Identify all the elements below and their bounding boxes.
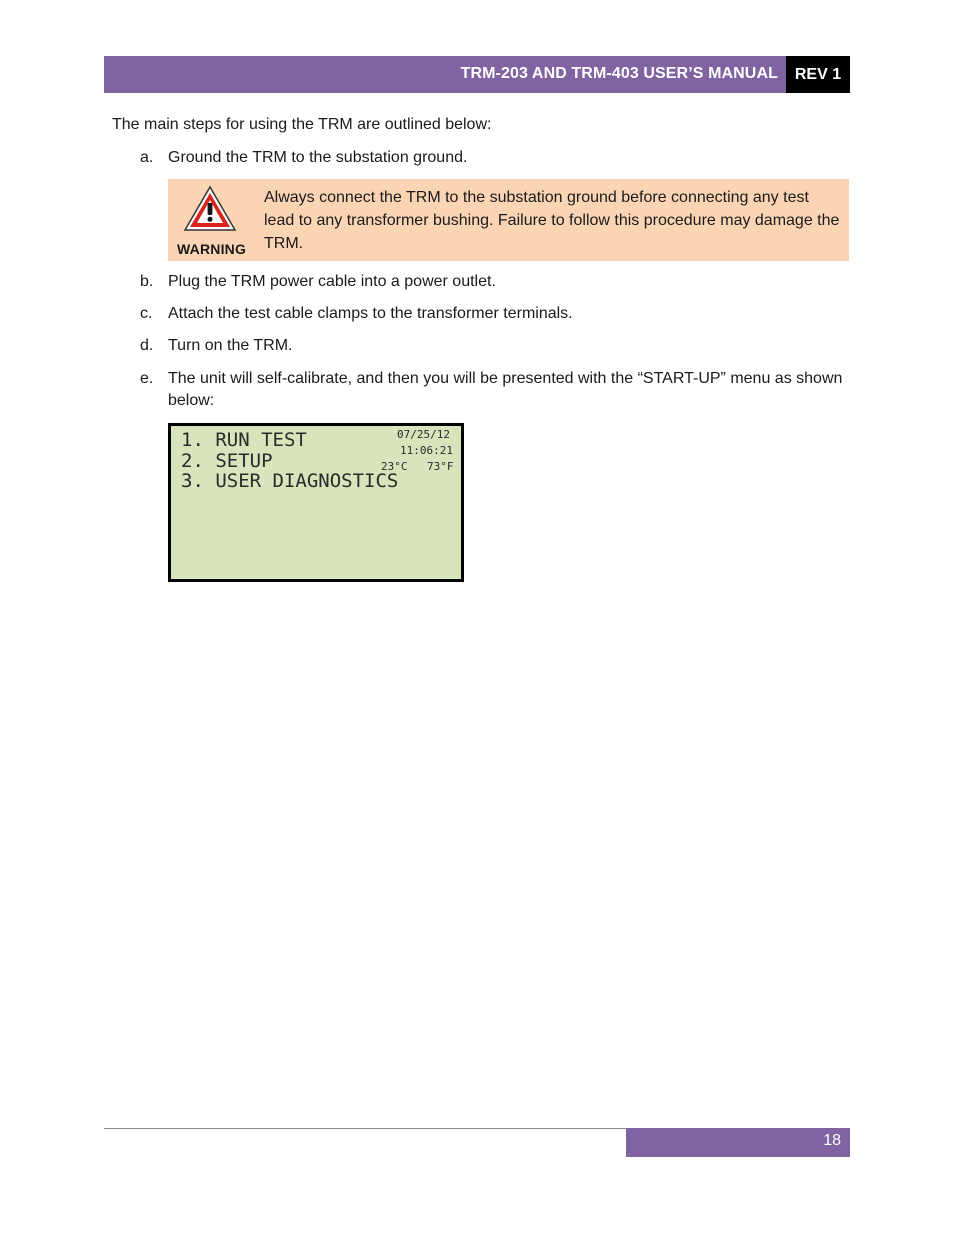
lcd-date: 07/25/12 [397,428,450,441]
warning-triangle-icon [183,185,237,233]
step-marker: b. [140,273,154,290]
lcd-time: 11:06:21 [400,444,453,457]
intro-text: The main steps for using the TRM are outlined below: [112,116,492,133]
lcd-menu-item-user-diagnostics: 3. USER DIAGNOSTICS [181,470,399,492]
warning-text: Always connect the TRM to the substation ground before connecting any test lead to any transformer bushing. Failure to follow this procedure may damage the TRM. [264,189,840,252]
lcd-temp-f: 73°F [427,460,454,473]
lcd-temp-c: 23°C [381,460,408,473]
step-marker: a. [140,149,154,166]
lcd-menu [181,430,398,492]
step-text: Ground the TRM to the substation ground. [168,149,468,166]
step-marker: c. [140,305,153,322]
step-marker: d. [140,337,154,354]
revision-badge: REV 1 [786,56,850,93]
page-number: 18 [823,1132,841,1149]
manual-title: TRM-203 AND TRM-403 USER’S MANUAL [460,65,778,82]
step-marker: e. [140,370,154,387]
lcd-startup-screen [168,423,464,582]
step-text: The unit will self-calibrate, and then you will be presented with the “START-UP” menu as shown below: [168,370,843,409]
footer-page-box [626,1128,850,1157]
step-text: Turn on the TRM. [168,337,293,354]
lcd-menu-item-setup: 2. SETUP [181,449,273,472]
step-text: Attach the test cable clamps to the transformer terminals. [168,305,573,322]
footer-divider [104,1128,626,1129]
header-bar [104,56,786,93]
warning-label: WARNING [177,241,247,257]
step-text: Plug the TRM power cable into a power outlet. [168,273,496,290]
lcd-menu-item-run-test: 1. RUN TEST [181,429,307,451]
warning-callout [168,179,849,261]
